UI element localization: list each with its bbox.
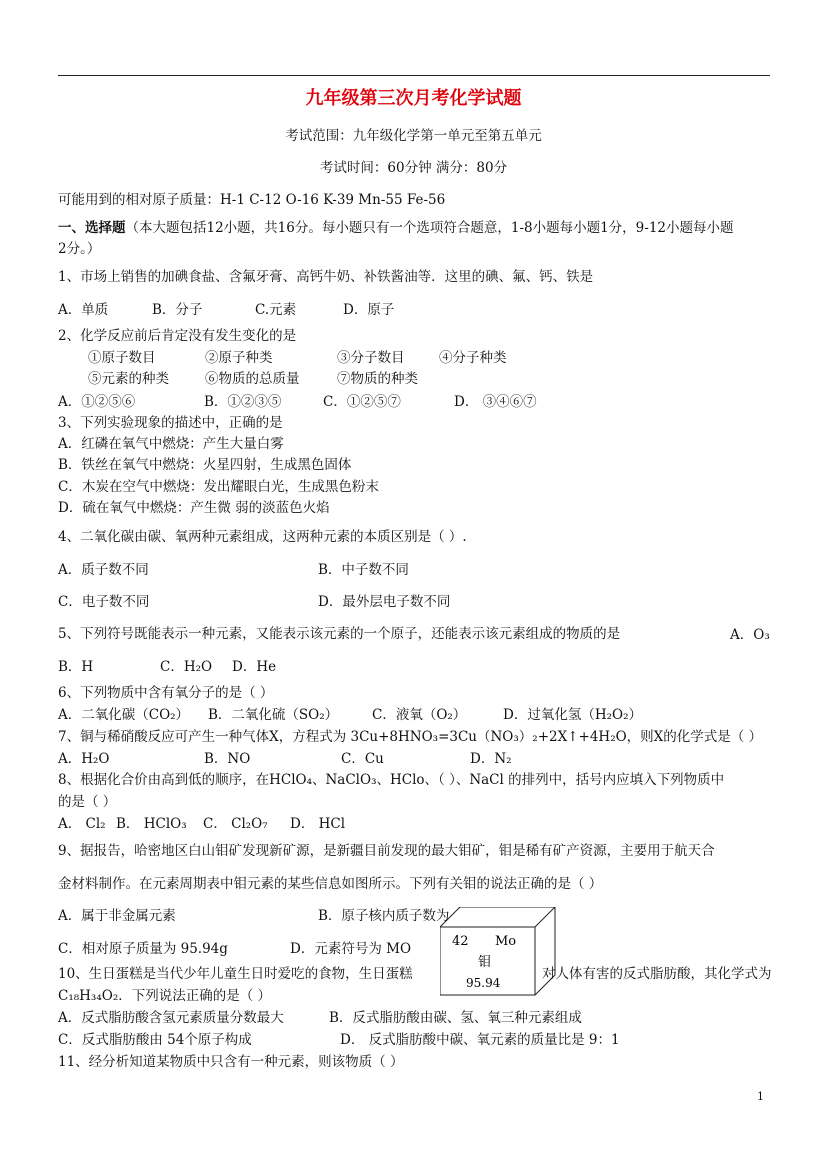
q1-option-c: C.元素: [255, 302, 297, 318]
q6-option-b: B．二氧化硫（SO₂）: [208, 707, 339, 723]
header-rule: [58, 75, 770, 76]
q2-option-c: C．①②⑤⑦: [323, 394, 401, 410]
question-1-stem: 1、市场上销售的加碘食盐、含氟牙膏、高钙牛奶、补铁酱油等．这里的碘、氟、钙、铁是: [58, 269, 594, 285]
element-cell-figure: [440, 907, 590, 997]
q2-option-a: A．①②⑤⑥: [58, 394, 136, 410]
q1-option-b: B．分子: [152, 302, 203, 318]
q9-option-c: C．相对原子质量为 95.94g: [58, 941, 228, 957]
exam-scope: 考试范围：九年级化学第一单元至第五单元: [285, 128, 542, 144]
q7-option-b: B．NO: [204, 751, 251, 767]
q2-item-6: ⑥物质的总质量: [205, 371, 300, 387]
q10-option-a: A．反式脂肪酸含氢元素质量分数最大: [58, 1010, 284, 1026]
q5-option-a: A．O₃: [730, 627, 770, 643]
section-desc: （本大题包括12小题，共16分。每小题只有一个选项符合题意，1-8小题每小题1分，9-12小题每小题: [125, 220, 734, 236]
question-10-stem-b: 对人体有害的反式脂肪酸，其化学式为: [542, 966, 772, 982]
q4-option-b: B．中子数不同: [318, 562, 409, 578]
element-symbol: Mo: [495, 934, 517, 949]
question-6-stem: 6、下列物质中含有氧分子的是（ ）: [58, 685, 274, 701]
q9-option-a: A．属于非金属元素: [58, 908, 176, 924]
q1-option-d: D．原子: [343, 302, 395, 318]
question-10-stem-a: 10、生日蛋糕是当代少年儿童生日时爱吃的食物，生日蛋糕: [58, 966, 413, 982]
question-8-stem-cont: 的是（ ）: [58, 794, 117, 810]
question-8-stem: 8、根据化合价由高到低的顺序，在HClO₄、NaClO₃、HClo、（ ）、NaCl 的排列中，括号内应填入下列物质中: [58, 772, 725, 788]
question-9-stem-cont: 金材料制作。在元素周期表中钼元素的某些信息如图所示。下列有关钼的说法正确的是（ ）: [58, 876, 603, 892]
q10-option-b: B．反式脂肪酸由碳、氢、氧三种元素组成: [329, 1010, 582, 1026]
question-9-stem: 9、据报告，哈密地区白山钼矿发现新矿源，是新疆目前发现的最大钼矿，钼是稀有矿产资源，主要用于航天合: [58, 843, 715, 859]
q4-option-a: A．质子数不同: [58, 562, 149, 578]
page-title: 九年级第三次月考化学试题: [305, 88, 522, 109]
q10-option-c: C．反式脂肪酸由 54个原子构成: [58, 1032, 252, 1048]
q9-option-d: D．元素符号为 MO: [290, 941, 412, 957]
question-3-stem: 3、下列实验现象的描述中，正确的是: [58, 415, 283, 431]
q2-item-5: ⑤元素的种类: [88, 371, 169, 387]
atomic-masses: 可能用到的相对原子质量：H-1 C-12 O-16 K-39 Mn-55 Fe-56: [58, 192, 446, 208]
exam-time: 考试时间：60分钟 满分：80分: [319, 160, 508, 176]
q5-option-b: B．H: [58, 659, 94, 675]
q2-option-d: D． ③④⑥⑦: [454, 394, 537, 410]
q7-option-a: A．H₂O: [58, 751, 110, 767]
question-2-stem: 2、化学反应前后肯定没有发生变化的是: [58, 328, 297, 344]
element-number: 42: [452, 934, 469, 949]
q6-option-d: D．过氧化氢（H₂O₂）: [503, 707, 642, 723]
q3-option-c: C．木炭在空气中燃烧：发出耀眼白光，生成黑色粉末: [58, 479, 379, 495]
q4-option-c: C．电子数不同: [58, 594, 150, 610]
q8-option-d: D． HCl: [290, 816, 346, 832]
q8-option-a: A． Cl₂: [58, 816, 106, 832]
q6-option-a: A．二氧化碳（CO₂）: [58, 707, 190, 723]
q7-option-c: C．Cu: [341, 751, 384, 767]
q3-option-d: D．硫在氧气中燃烧：产生微 弱的淡蓝色火焰: [58, 500, 330, 516]
q9-option-b: B．原子核内质子数为: [318, 908, 450, 924]
section-heading: 一、选择题: [58, 220, 126, 236]
q2-item-3: ③分子数目: [337, 350, 405, 366]
q2-item-1: ①原子数目: [88, 350, 156, 366]
question-10-stem-cont: C₁₈H₃₄O₂．下列说法正确的是（ ）: [58, 988, 272, 1004]
q6-option-c: C．液氧（O₂）: [372, 707, 467, 723]
section-heading-line: [58, 222, 734, 236]
q2-item-4: ④分子种类: [439, 350, 507, 366]
q2-option-b: B．①②③⑤: [204, 394, 282, 410]
page-number: 1: [757, 1090, 764, 1103]
q10-option-d: D． 反式脂肪酸中碳、氧元素的质量比是 9：1: [340, 1032, 620, 1048]
q2-item-2: ②原子种类: [205, 350, 273, 366]
q1-option-a: A．单质: [58, 302, 109, 318]
q7-option-d: D．N₂: [470, 751, 512, 767]
q2-item-7: ⑦物质的种类: [337, 371, 418, 387]
q3-option-a: A．红磷在氧气中燃烧：产生大量白雾: [58, 436, 284, 452]
q8-option-c: C． Cl₂O₇: [203, 816, 268, 832]
q5-option-d: D．He: [232, 659, 277, 675]
q3-option-b: B．铁丝在氧气中燃烧：火星四射，生成黑色固体: [58, 457, 352, 473]
question-11-stem: 11、经分析知道某物质中只含有一种元素，则该物质（ ）: [58, 1054, 404, 1070]
section-desc-cont: 2分。）: [58, 241, 101, 257]
question-4-stem: 4、二氧化碳由碳、氧两种元素组成，这两种元素的本质区别是（ ）.: [58, 529, 467, 545]
question-7-stem: 7、铜与稀硝酸反应可产生一种气体X，方程式为 3Cu+8HNO₃=3Cu（NO₃）₂+2X↑+4H₂O，则X的化学式是（ ）: [58, 729, 763, 745]
q4-option-d: D．最外层电子数不同: [318, 594, 451, 610]
q8-option-b: B． HClO₃: [116, 816, 187, 832]
element-mass: 95.94: [466, 976, 501, 990]
question-5-stem: 5、下列符号既能表示一种元素，又能表示该元素的一个原子，还能表示该元素组成的物质的是: [58, 626, 621, 642]
q5-option-c: C．H₂O: [160, 659, 213, 675]
element-name: 钼: [478, 955, 492, 970]
